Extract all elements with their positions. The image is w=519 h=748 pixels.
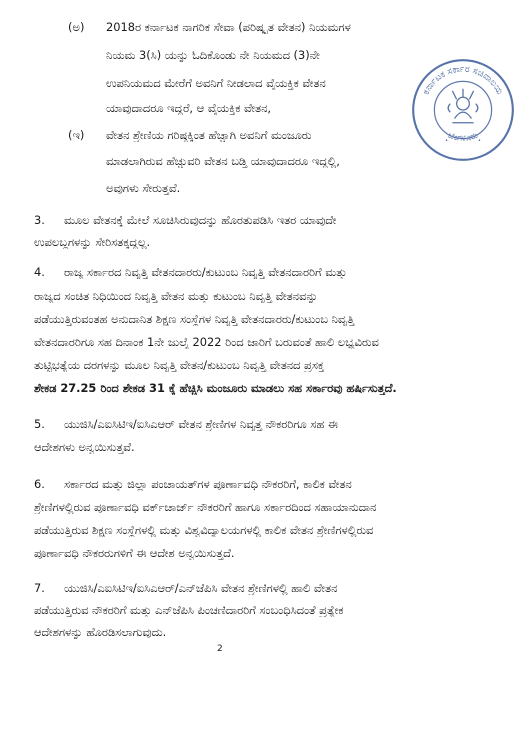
text-line: ಪಡೆಯುತ್ತಿರುವ ಶಿಕ್ಷಣ ಸಂಸ್ಥೆಗಳಲ್ಲಿ ಮತ್ತು ವಿಶ್ವವಿದ್ಯಾಲಯಗಳಲ್ಲಿ ಕಾಲಿಕ ವೇತನ ಶ್ರೇಣಿಗಳಲ್ಲಿರುವ xyxy=(34,523,374,537)
text-line: ಪೂರ್ಣಾವಧಿ ನೌಕರರುಗಳಿಗೆ ಈ ಆದೇಶ ಅನ್ವಯಿಸುತ್ತದೆ. xyxy=(34,546,235,560)
text-line: ಪಡೆಯುತ್ತಿರುವ ನೌಕರರಿಗೆ ಮತ್ತು ಎನ್‌ಜೆಪಿಸಿ ಪಿಂಚಣಿದಾರರಿಗೆ ಸಂಬಂಧಿಸಿದಂತೆ ಪ್ರತ್ಯೇಕ xyxy=(34,603,344,617)
svg-text:•: • xyxy=(477,137,481,144)
official-seal-stamp xyxy=(410,57,516,163)
text-line: ನಿಯಮ 3(ಸಿ) ಯನ್ನು ಓದಿಕೊಂಡು ನೇ ನಿಯಮದ (3)ನೇ xyxy=(106,48,320,62)
seal-top-text: ಕರ್ನಾಟಕ ಸರ್ಕಾರ ಸಚಿವಾಲಯ xyxy=(421,64,505,97)
text-line: ಉಪನಿಯಮದ ಮೇರೆಗೆ ಅವನಿಗೆ ನೀಡಲಾದ ವೈಯಕ್ತಿಕ ವೇತನ xyxy=(106,76,326,90)
text-line: ಯುಜಿಸಿ/ಎಐಸಿಟಿಇ/ಐಸಿಎಆರ್/ಎನ್‌ಜೆಪಿಸಿ ವೇತನ ಶ್ರೇಣಿಗಳಲ್ಲಿ ಹಾಲಿ ವೇತನ xyxy=(64,581,338,595)
text-line: ಅವುಗಳು ಸೇರುತ್ತವೆ. xyxy=(106,181,181,195)
text-line: ವೇತನದಾರರಿಗೂ ಸಹ ದಿನಾಂಕ 1ನೇ ಜುಲೈ 2022 ರಿಂದ ಜಾರಿಗೆ ಬರುವಂತೆ ಹಾಲಿ ಲಭ್ಯವಿರುವ xyxy=(34,335,379,349)
text-line: ವೇತನ ಶ್ರೇಣಿಯ ಗರಿಷ್ಠಕ್ಕಿಂತ ಹೆಚ್ಚಾಗಿ ಅವನಿಗೆ ಮಂಜೂರು xyxy=(106,128,312,142)
text-line: ಮೂಲ ವೇತನಕ್ಕೆ ಮೇಲೆ ಸೂಚಿಸಿರುವುದನ್ನು ಹೊರತುಪಡಿಸಿ ಇತರ ಯಾವುದೇ xyxy=(64,213,337,227)
svg-text:•: • xyxy=(444,137,449,144)
text-line: ಯಾವುದಾದರೂ ಇದ್ದರೆ, ಆ ವೈಯಕ್ತಿಕ ವೇತನ, xyxy=(106,101,272,115)
paragraph-number: 4. xyxy=(34,265,45,279)
paragraph-number: 3. xyxy=(34,213,45,227)
text-line: ಆದೇಶಗಳು ಅನ್ವಯಿಸುತ್ತವೆ. xyxy=(34,440,135,454)
emblem-icon xyxy=(448,89,478,123)
text-line: ಶ್ರೇಣಿಗಳಲ್ಲಿರುವ ಪೂರ್ಣಾವಧಿ ವರ್ಕ್‌ಚಾರ್ಜ್ ನೌಕರರಿಗೆ ಹಾಗೂ ಸರ್ಕಾರದಿಂದ ಸಹಾಯಾನುದಾನ xyxy=(34,500,377,514)
text-line: ರಾಜ್ಯ ಸರ್ಕಾರದ ನಿವೃತ್ತಿ ವೇತನದಾರರು/ಕುಟುಂಬ ನಿವೃತ್ತಿ ವೇತನದಾರರಿಗೆ ಮತ್ತು xyxy=(64,265,347,279)
text-line: ಉಪಲಬ್ಧಗಳನ್ನು ಸೇರಿಸತಕ್ಕದ್ದಲ್ಲ. xyxy=(34,235,151,249)
text-line: ಆದೇಶಗಳನ್ನು ಹೊರಡಿಸಲಾಗುವುದು. xyxy=(34,625,167,639)
page-number: 2 xyxy=(217,644,223,654)
svg-text:ಬೆಂಗಳೂರು xyxy=(444,129,480,144)
text-line: ಪಡೆಯುತ್ತಿರುವಂತಹ ಅನುದಾನಿತ ಶಿಕ್ಷಣ ಸಂಸ್ಥೆಗಳ ನಿವೃತ್ತಿ ವೇತನದಾರರು/ಕುಟುಂಬ ನಿವೃತ್ತಿ xyxy=(34,312,355,326)
text-line: ಶೇಕಡ 27.25 ರಿಂದ ಶೇಕಡ 31 ಕ್ಕೆ ಹೆಚ್ಚಿಸಿ ಮಂಜೂರು ಮಾಡಲು ಸಹ ಸರ್ಕಾರವು ಹರ್ಷಿಸುತ್ತದೆ. xyxy=(34,381,397,395)
paragraph-number: 7. xyxy=(34,581,45,595)
text-line: 2018ರ ಕರ್ನಾಟಕ ನಾಗರಿಕ ಸೇವಾ (ಪರಿಷ್ಕೃತ ವೇತನ) ನಿಯಮಗಳ xyxy=(106,20,351,34)
text-line: ರಾಜ್ಯದ ಸಂಚಿತ ನಿಧಿಯಿಂದ ನಿವೃತ್ತಿ ವೇತನ ಮತ್ತು ಕುಟುಂಬ ನಿವೃತ್ತಿ ವೇತನವನ್ನು xyxy=(34,289,318,303)
paragraph-number: 5. xyxy=(34,417,45,431)
text-line: ತುಟ್ಟಿಭತ್ಯೆಯ ದರಗಳನ್ನು ಮೂಲ ನಿವೃತ್ತಿ ವೇತನ/ಕುಟುಂಬ ನಿವೃತ್ತಿ ವೇತನದ ಪ್ರಸಕ್ತ xyxy=(34,358,324,372)
seal-bottom-text: ಬೆಂಗಳೂರು xyxy=(446,129,480,143)
sub-item-marker: (ಇ) xyxy=(68,128,85,142)
paragraph-number: 6. xyxy=(34,477,45,491)
sub-item-marker: (ಅ) xyxy=(68,20,85,34)
text-line: ಮಾಡಲಾಗಿರುವ ಹೆಚ್ಚುವರಿ ವೇತನ ಬಡ್ತಿ ಯಾವುದಾದರೂ ಇದ್ದಲ್ಲಿ, xyxy=(106,154,340,168)
text-line: ಯುಜಿಸಿ/ಎಐಸಿಟಿಇ/ಐಸಿಎಆರ್ ವೇತನ ಶ್ರೇಣಿಗಳ ನಿವೃತ್ತ ನೌಕರರಿಗೂ ಸಹ ಈ xyxy=(64,417,338,431)
text-line: ಸರ್ಕಾರದ ಮತ್ತು ಜಿಲ್ಲಾ ಪಂಚಾಯತ್‌ಗಳ ಪೂರ್ಣಾವಧಿ ನೌಕರರಿಗೆ, ಕಾಲಿಕ ವೇತನ xyxy=(64,477,352,491)
